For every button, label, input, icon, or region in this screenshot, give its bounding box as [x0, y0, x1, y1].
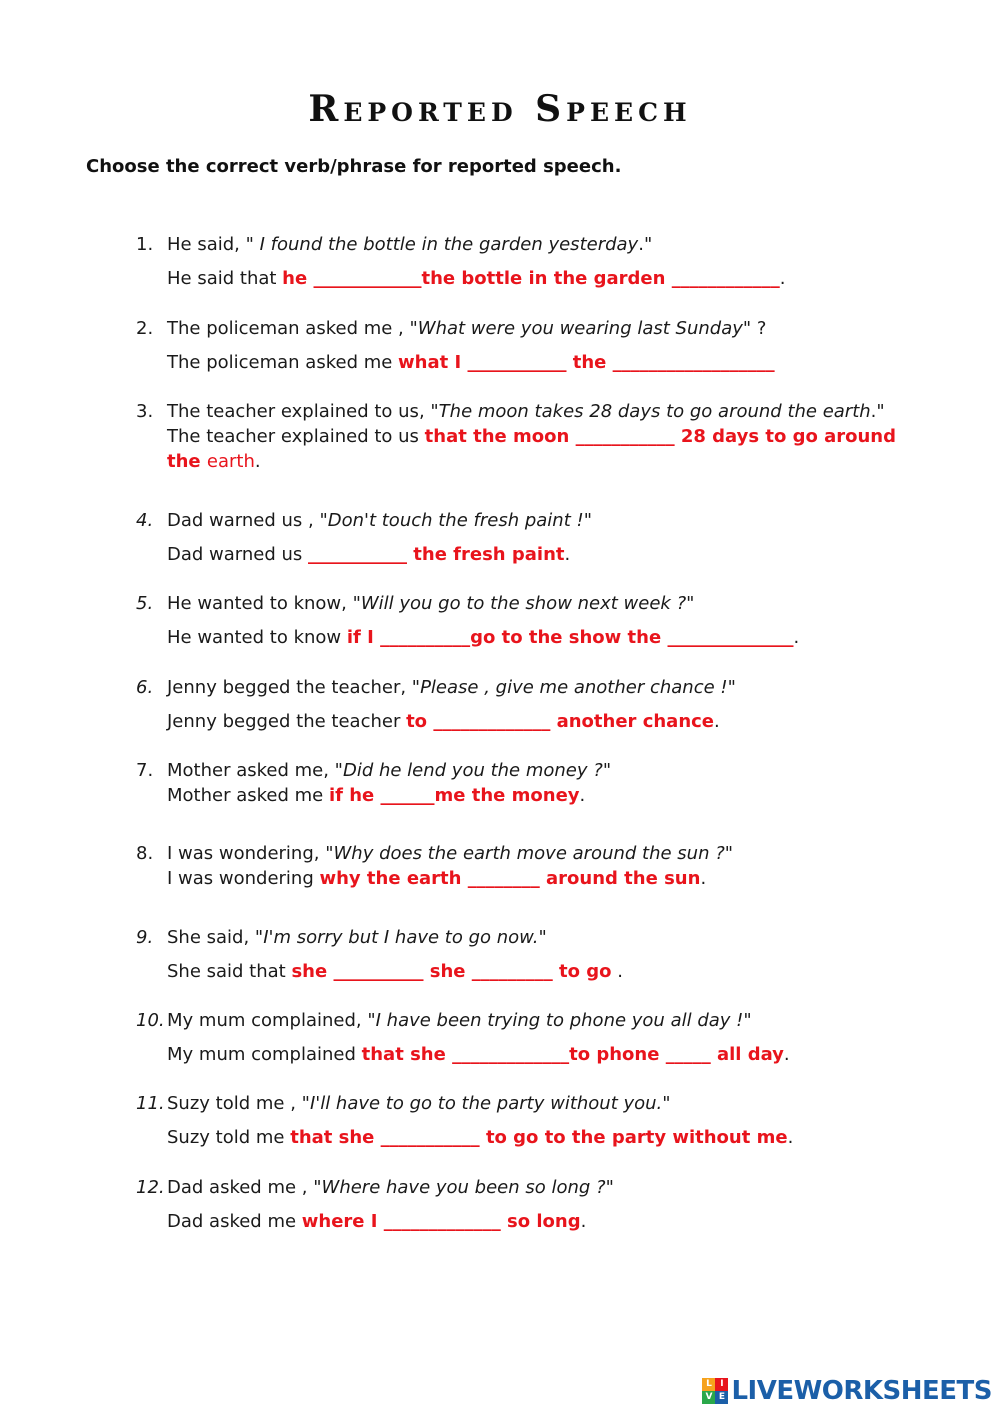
answer-blank-1[interactable]: ___________ — [380, 1127, 480, 1148]
question-line — [167, 232, 916, 257]
answer-text: if he — [328, 785, 381, 806]
answer-blank-1[interactable]: ___________ — [467, 352, 567, 373]
answer-blank-1[interactable]: _____________ — [433, 711, 551, 732]
answer-intro: Mother asked me — [167, 785, 329, 806]
answer-blank-1[interactable]: ____________ — [313, 268, 422, 289]
direct-speech: I'll have to go to the party without you. — [309, 1093, 663, 1114]
answer-intro: Suzy told me — [167, 1127, 291, 1148]
question-line — [167, 1008, 916, 1033]
item-number: 5. — [136, 593, 154, 614]
question-intro: The policeman asked me , " — [167, 318, 418, 339]
answer-text: earth — [206, 451, 255, 472]
answer-text: that the moon — [424, 426, 576, 447]
answer-line — [167, 1042, 916, 1067]
direct-speech: The moon takes 28 days to go around the earth — [438, 401, 871, 422]
question-close: " — [538, 927, 547, 948]
answer-intro: Dad warned us — [167, 544, 309, 565]
answer-text: where I — [301, 1211, 384, 1232]
question-close: " — [583, 510, 592, 531]
question-close: " — [602, 760, 612, 781]
answer-text: to go — [552, 961, 612, 982]
answer-line — [167, 1209, 916, 1234]
answer-end: . — [714, 711, 720, 732]
answer-blank-1[interactable]: _____________ — [383, 1211, 501, 1232]
direct-speech: Why does the earth move around the sun ? — [333, 843, 725, 864]
item-number: 8. — [136, 843, 154, 864]
direct-speech: Will you go to the show next week ? — [360, 593, 687, 614]
answer-line — [167, 350, 916, 375]
question-line — [167, 399, 916, 424]
answer-text: another chance — [550, 711, 715, 732]
answer-intro: Jenny begged the teacher — [167, 711, 407, 732]
answer-intro: He said that — [167, 268, 283, 289]
exercise-item — [136, 841, 916, 891]
direct-speech: I found the bottle in the garden yesterday — [259, 234, 639, 255]
exercise-item — [136, 591, 916, 650]
item-number: 9. — [136, 927, 154, 948]
item-number: 1. — [136, 234, 154, 255]
exercise-item — [136, 399, 916, 474]
answer-intro: Dad asked me — [167, 1211, 302, 1232]
exercise-item — [136, 1008, 916, 1067]
answer-intro: The policeman asked me — [167, 352, 399, 373]
answer-line — [167, 1125, 916, 1150]
exercise-item — [136, 675, 916, 734]
exercise-item — [136, 925, 916, 984]
answer-blank-2[interactable]: _________ — [471, 961, 553, 982]
answer-blank-2[interactable]: ______________ — [667, 627, 794, 648]
item-number: 7. — [136, 760, 154, 781]
answer-end: . — [564, 544, 571, 565]
direct-speech: I'm sorry but I have to go now. — [263, 927, 539, 948]
answer-end: . — [793, 627, 800, 648]
item-number: 2. — [136, 318, 154, 339]
question-close: ." — [638, 234, 653, 255]
question-intro: Dad asked me , " — [167, 1177, 322, 1198]
answer-line — [167, 959, 916, 984]
answer-intro: The teacher explained to us — [167, 426, 425, 447]
question-intro: Suzy told me , " — [167, 1093, 310, 1114]
answer-text: around the sun — [539, 868, 701, 889]
answer-intro: My mum complained — [167, 1044, 362, 1065]
answer-end: . — [787, 1127, 794, 1148]
answer-text: to phone — [569, 1044, 666, 1065]
question-line — [167, 925, 916, 950]
question-line — [167, 1091, 916, 1116]
question-line — [167, 675, 916, 700]
question-intro: Mother asked me, " — [167, 760, 343, 781]
answer-text: she — [423, 961, 472, 982]
direct-speech: Please , give me another chance ! — [420, 677, 728, 698]
question-close: " — [662, 1093, 671, 1114]
answer-end: . — [579, 785, 586, 806]
answer-end: . — [580, 1211, 587, 1232]
answer-line — [167, 783, 916, 808]
answer-text: the bottle in the garden — [421, 268, 672, 289]
brand-name: LIVEWORKSHEETS — [731, 1376, 992, 1406]
direct-speech: Where have you been so long ? — [321, 1177, 606, 1198]
answer-blank-1[interactable]: __________ — [333, 961, 424, 982]
question-intro: Jenny begged the teacher, " — [167, 677, 421, 698]
direct-speech: Don't touch the fresh paint ! — [327, 510, 584, 531]
answer-intro: He wanted to know — [167, 627, 347, 648]
answer-line — [167, 625, 916, 650]
answer-text: she — [291, 961, 334, 982]
answer-intro: She said that — [167, 961, 292, 982]
answer-text: me the money — [434, 785, 580, 806]
answer-end: . — [611, 961, 623, 982]
answer-text: he — [282, 268, 314, 289]
question-close: " — [724, 843, 734, 864]
answer-text: the — [566, 352, 613, 373]
answer-text: the fresh paint — [407, 544, 565, 565]
question-close: " — [605, 1177, 614, 1198]
question-close: " ? — [742, 318, 767, 339]
brand-mark-icon: L I V E — [702, 1378, 728, 1404]
answer-end: . — [700, 868, 707, 889]
exercise-item — [136, 758, 916, 808]
exercise-item — [136, 316, 916, 375]
answer-text: why the earth — [319, 868, 468, 889]
answer-blank-1[interactable]: _____________ — [452, 1044, 570, 1065]
question-close: ." — [870, 401, 885, 422]
liveworksheets-logo — [702, 1375, 992, 1407]
answer-text: that she — [361, 1044, 453, 1065]
answer-text: 28 days to go around the — [167, 426, 897, 472]
exercise-item — [136, 232, 916, 291]
question-intro: My mum complained, " — [167, 1010, 376, 1031]
answer-blank-1[interactable]: ________ — [467, 868, 540, 889]
question-line — [167, 508, 916, 533]
question-line — [167, 316, 916, 341]
direct-speech: Did he lend you the money ? — [342, 760, 603, 781]
item-number: 11. — [136, 1093, 165, 1114]
instructions: Choose the correct verb/phrase for reported speech. — [86, 156, 622, 177]
answer-text: go to the show the — [470, 627, 668, 648]
question-intro: He wanted to know, " — [167, 593, 361, 614]
item-number: 10. — [136, 1010, 165, 1031]
answer-line — [167, 709, 916, 734]
answer-line — [167, 542, 916, 567]
answer-text: if I — [346, 627, 381, 648]
answer-end: . — [779, 268, 786, 289]
item-number: 6. — [136, 677, 154, 698]
question-line — [167, 1175, 916, 1200]
answer-blank-2[interactable]: ____________ — [671, 268, 780, 289]
answer-text: what I — [398, 352, 468, 373]
question-intro: She said, " — [167, 927, 264, 948]
exercise-item — [136, 1175, 916, 1234]
direct-speech: I have been trying to phone you all day ! — [375, 1010, 744, 1031]
exercise-item — [136, 1091, 916, 1150]
direct-speech: What were you wearing last Sunday — [417, 318, 743, 339]
exercise-item — [136, 508, 916, 567]
answer-blank-1[interactable]: ___________ — [308, 544, 408, 565]
item-number: 4. — [136, 510, 154, 531]
answer-intro: I was wondering — [167, 868, 320, 889]
answer-line — [167, 266, 916, 291]
question-close: " — [727, 677, 736, 698]
answer-end: . — [783, 1044, 790, 1065]
question-line — [167, 591, 916, 616]
item-number: 12. — [136, 1177, 165, 1198]
question-close: " — [686, 593, 695, 614]
answer-blank-1[interactable]: ______ — [380, 785, 435, 806]
question-intro: I was wondering, " — [167, 843, 334, 864]
question-line — [167, 841, 916, 866]
question-close: " — [743, 1010, 752, 1031]
question-intro: He said, " — [167, 234, 260, 255]
answer-text: to — [406, 711, 434, 732]
question-line — [167, 758, 916, 783]
answer-end: . — [254, 451, 261, 472]
question-intro: Dad warned us , " — [167, 510, 328, 531]
answer-text: that she — [290, 1127, 381, 1148]
answer-text: to go to the party without me — [479, 1127, 788, 1148]
answer-blank-1[interactable]: ___________ — [575, 426, 675, 447]
answer-text: all day — [710, 1044, 784, 1065]
item-number: 3. — [136, 401, 154, 422]
answer-text: so long — [500, 1211, 581, 1232]
page-title: Reported Speech — [308, 88, 692, 130]
answer-blank-2[interactable]: __________________ — [612, 352, 775, 373]
answer-blank-2[interactable]: _____ — [665, 1044, 711, 1065]
question-intro: The teacher explained to us, " — [167, 401, 439, 422]
answer-line — [167, 424, 916, 474]
answer-line — [167, 866, 916, 891]
answer-blank-1[interactable]: __________ — [380, 627, 471, 648]
